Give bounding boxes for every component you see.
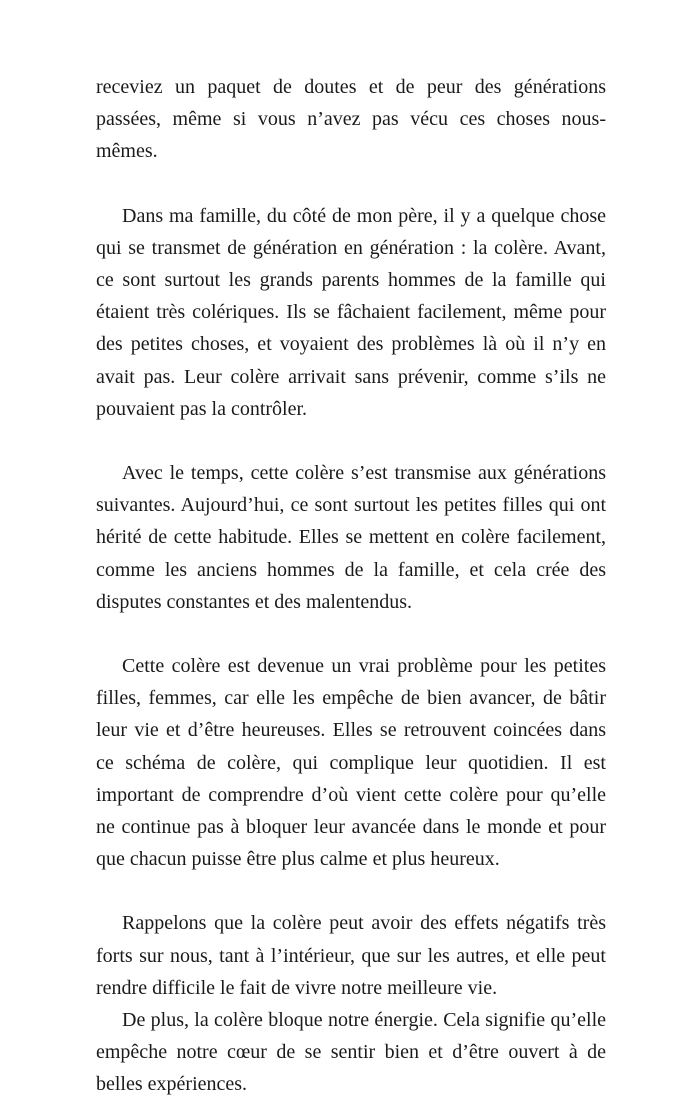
paragraph-problem: Cette colère est devenue un vrai problème pour les petites filles, femmes, car elle les empêche de bien avancer, de bâtir leur vie et d’être heureuses. Elles se retrouvent coincées dans ce schéma de colère, qui complique leur quotidien. Il est important de comprendre d’où vient cette colère pour qu’elle ne continue pas à bloquer leur avancée dans le monde et pour que chacun puisse être plus calme et plus heureux. (96, 655, 606, 871)
document-page (96, 71, 606, 1101)
paragraph-transmission: Avec le temps, cette colère s’est transmise aux générations suivantes. Aujourd’hui, ce sont surtout les petites filles qui ont hérité de cette habitude. Elles se mettent en colère facilement, comme les anciens hommes de la famille, et cela crée des disputes constantes et des malentendus. (96, 462, 606, 613)
paragraph-continuation: receviez un paquet de doutes et de peur des générations passées, même si vous n’avez pas vécu ces choses nous-mêmes. (96, 76, 606, 163)
paragraph-family-anger: Dans ma famille, du côté de mon père, il y a quelque chose qui se transmet de génération en génération : la colère. Avant, ce sont surtout les grands parents hommes de la famille qui étaient très colériques. Ils se fâchaient facilement, même pour des petites choses, et voyaient des problèmes là où il n’y en avait pas. Leur colère arrivait sans prévenir, comme s’ils ne pouvaient pas la contrôler. (96, 204, 606, 420)
paragraph-negative-effects: Rappelons que la colère peut avoir des effets négatifs très forts sur nous, tant à l’intérieur, que sur les autres, et elle peut rendre difficile le fait de vivre notre meilleure vie. (96, 912, 606, 999)
paragraph-blocked-energy: De plus, la colère bloque notre énergie. Cela signifie qu’elle empêche notre cœur de se sentir bien et d’être ouvert à de belles expériences. (96, 1009, 606, 1096)
